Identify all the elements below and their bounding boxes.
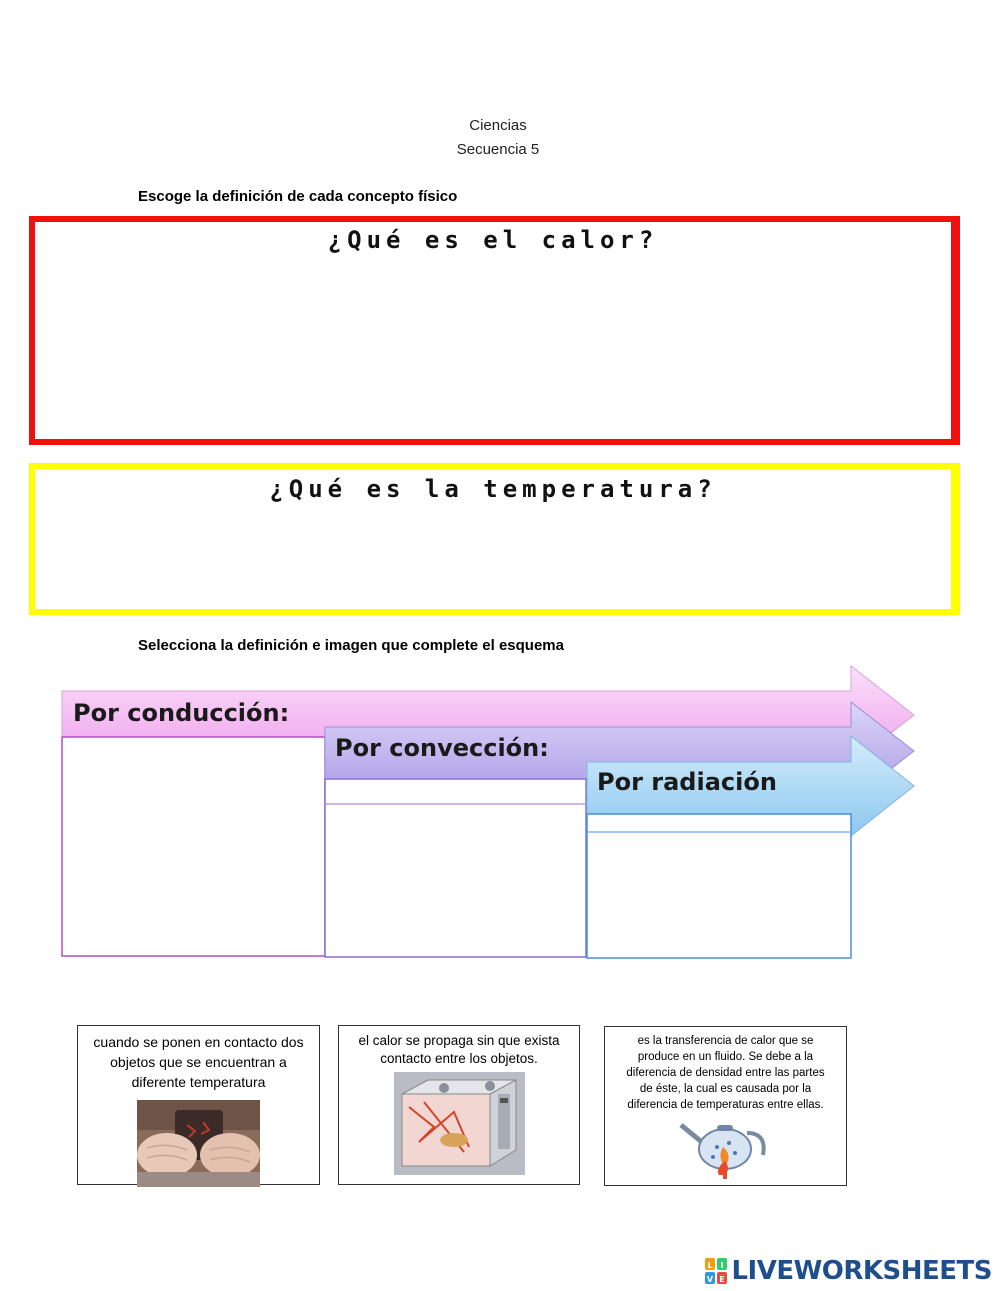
temperature-question-title: ¿Qué es la temperatura?	[269, 475, 717, 503]
card-text: el calor se propaga sin que exista contacto entre los objetos.	[358, 1033, 560, 1066]
card-text: es la transferencia de calor que se produce en un fluido. Se debe a la diferencia de densidad entre las partes de éste, la cual es causada por la diferencia de temperaturas entre ellas.	[626, 1035, 825, 1111]
logo-letter: L	[707, 1261, 714, 1270]
sequence-title: Secuencia 5	[456, 141, 540, 158]
liveworksheets-logo-icon	[705, 1258, 729, 1284]
logo-letter: I	[720, 1261, 724, 1270]
logo-letter: V	[707, 1275, 714, 1284]
hands-holding-cup-image	[137, 1100, 260, 1187]
instruction-2: Selecciona la definición e imagen que complete el esquema	[138, 637, 564, 654]
convection-label: Por convección:	[335, 734, 549, 762]
conduction-dropzone[interactable]	[66, 741, 321, 952]
kettle-on-flame-image	[679, 1117, 773, 1179]
instruction-1: Escoge la definición de cada concepto físico	[138, 188, 458, 205]
heat-question-title: ¿Qué es el calor?	[327, 226, 659, 254]
liveworksheets-logo-text: LIVEWORKSHEETS	[731, 1256, 992, 1286]
convection-dropzone[interactable]	[329, 808, 582, 953]
subject-title: Ciencias	[469, 117, 527, 134]
answer-card-convection[interactable]	[604, 1026, 847, 1186]
logo-letter: E	[719, 1275, 726, 1284]
answer-card-conduction[interactable]	[77, 1025, 320, 1185]
card-text: cuando se ponen en contacto dos objetos que se encuentran a diferente temperatura	[93, 1034, 304, 1090]
radiation-dropzone[interactable]	[591, 836, 847, 954]
microwave-image	[394, 1072, 525, 1175]
answer-card-radiation[interactable]	[338, 1025, 580, 1185]
radiation-label: Por radiación	[597, 768, 777, 796]
liveworksheets-logo	[705, 1256, 992, 1286]
conduction-label: Por conducción:	[73, 699, 290, 727]
